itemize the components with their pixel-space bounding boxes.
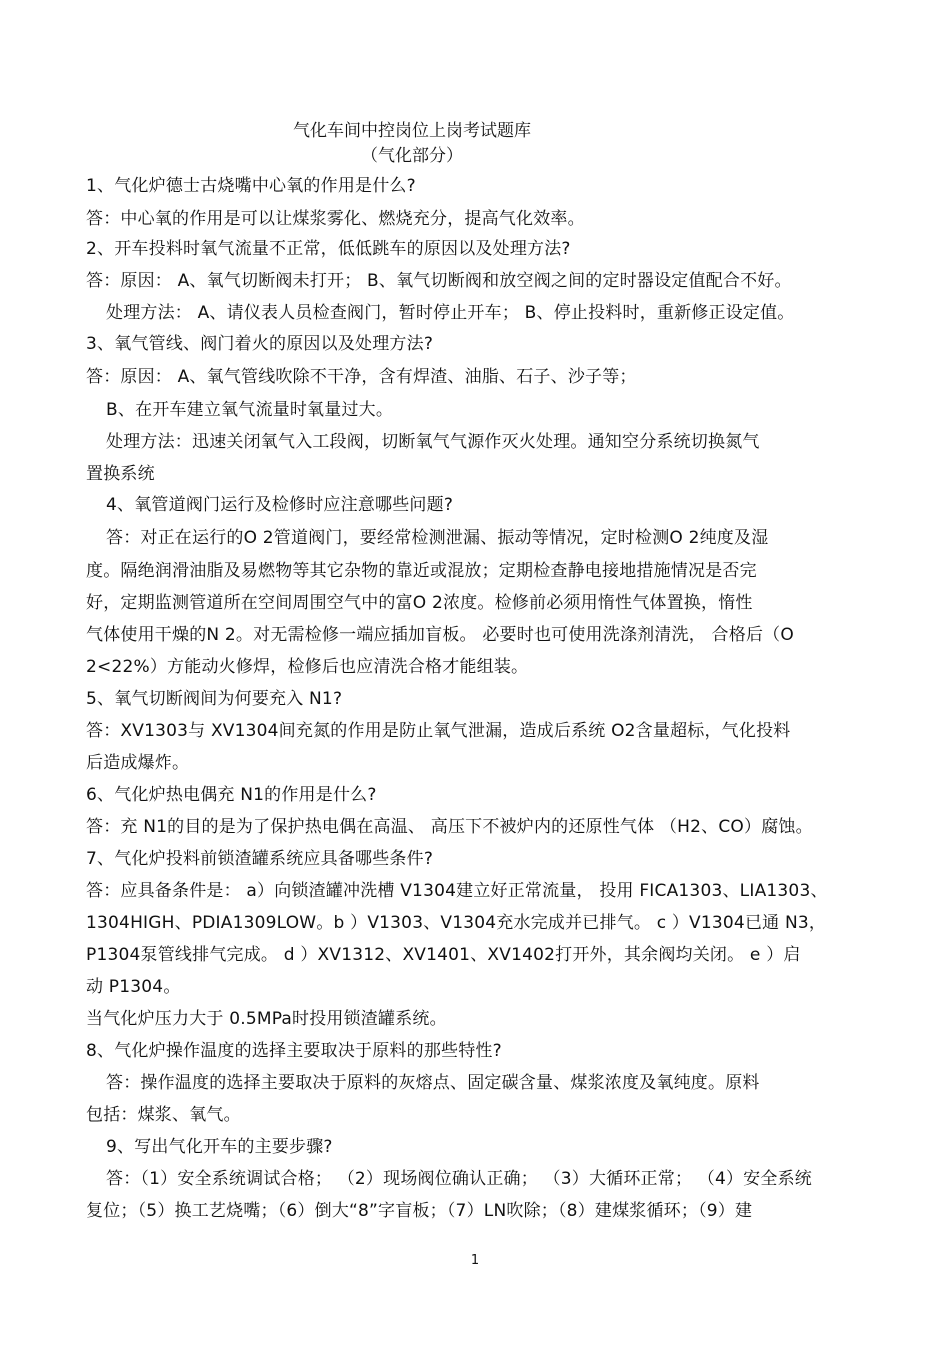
text-line: 置换系统 xyxy=(86,464,155,484)
text-line: 处理方法：迅速关闭氧气入工段阀，切断氧气气源作灭火处理。通知空分系统切换氮气 xyxy=(106,432,760,452)
text-line: 包括：煤浆、氧气。 xyxy=(86,1105,241,1125)
text-line: 好，定期监测管道所在空间周围空气中的富O 2浓度。检修前必须用惰性气体置换，惰性 xyxy=(86,593,753,613)
text-line: 3、氧气管线、阀门着火的原因以及处理方法? xyxy=(86,334,434,354)
text-line: 5、氧气切断阀间为何要充入 N1? xyxy=(86,689,343,709)
text-line: 2<22%）方能动火修焊，检修后也应清洗合格才能组装。 xyxy=(86,657,529,677)
text-line: 处理方法： A、请仪表人员检查阀门，暂时停止开车； B、停止投料时，重新修正设定值。 xyxy=(106,303,795,323)
text-line: 气体使用干燥的N 2。对无需检修一端应插加盲板。 必要时也可使用洗涤剂清洗， 合格后（O xyxy=(86,625,794,645)
text-line: 答：原因： A、氧气管线吹除不干净，含有焊渣、油脂、石子、沙子等； xyxy=(86,367,637,387)
text-line: 答：对正在运行的O 2管道阀门，要经常检测泄漏、振动等情况，定时检测O 2纯度及湿 xyxy=(106,528,769,548)
text-line: 7、气化炉投料前锁渣罐系统应具备哪些条件? xyxy=(86,849,434,869)
text-line: 6、气化炉热电偶充 N1的作用是什么? xyxy=(86,785,377,805)
text-line: 4、氧管道阀门运行及检修时应注意哪些问题? xyxy=(106,495,454,515)
text-line: P1304泵管线排气完成。 d ）XV1312、XV1401、XV1402打开外，其余阀均关闭。 e ）启 xyxy=(86,945,801,965)
text-line: 1、气化炉德士古烧嘴中心氧的作用是什么? xyxy=(86,176,416,196)
text-line: 答：充 N1的目的是为了保护热电偶在高温、 高压下不被炉内的还原性气体 （H2、CO）腐蚀。 xyxy=(86,817,813,837)
document-title: 气化车间中控岗位上岗考试题库 xyxy=(293,121,531,141)
text-line: 当气化炉压力大于 0.5MPa时投用锁渣罐系统。 xyxy=(86,1009,447,1029)
text-line: 动 P1304。 xyxy=(86,977,181,997)
text-line: 后造成爆炸。 xyxy=(86,753,190,773)
text-line: 答：（1）安全系统调试合格； （2）现场阀位确认正确； （3）大循环正常； （4）安全系统 xyxy=(106,1169,812,1189)
text-line: 答：应具备条件是： a）向锁渣罐冲洗槽 V1304建立好正常流量， 投用 FICA1303、LIA1303、 xyxy=(86,881,828,901)
text-line: 答：XV1303与 XV1304间充氮的作用是防止氧气泄漏，造成后系统 O2含量超标，气化投料 xyxy=(86,721,791,741)
text-line: 度。隔绝润滑油脂及易燃物等其它杂物的靠近或混放；定期检查静电接地措施情况是否完 xyxy=(86,561,757,581)
document-subtitle: （气化部分） xyxy=(361,146,463,166)
text-line: 1304HIGH、PDIA1309LOW。b ）V1303、V1304充水完成并已排气。 c ）V1304已通 N3， xyxy=(86,913,827,933)
text-line: 9、写出气化开车的主要步骤? xyxy=(106,1137,333,1157)
text-line: 复位；（5）换工艺烧嘴；（6）倒大“8”字盲板；（7）LN吹除；（8）建煤浆循环；（9）建 xyxy=(86,1201,753,1221)
text-line: 答：操作温度的选择主要取决于原料的灰熔点、固定碳含量、煤浆浓度及氧纯度。原料 xyxy=(106,1073,760,1093)
text-line: 答：中心氧的作用是可以让煤浆雾化、燃烧充分，提高气化效率。 xyxy=(86,209,585,229)
text-line: 8、气化炉操作温度的选择主要取决于原料的那些特性? xyxy=(86,1041,502,1061)
text-line: B、在开车建立氧气流量时氧量过大。 xyxy=(106,400,394,420)
page-number: 1 xyxy=(470,1253,480,1268)
text-line: 答：原因： A、氧气切断阀未打开； B、氧气切断阀和放空阀之间的定时器设定值配合不好。 xyxy=(86,271,792,291)
text-line: 2、开车投料时氧气流量不正常，低低跳车的原因以及处理方法? xyxy=(86,239,571,259)
